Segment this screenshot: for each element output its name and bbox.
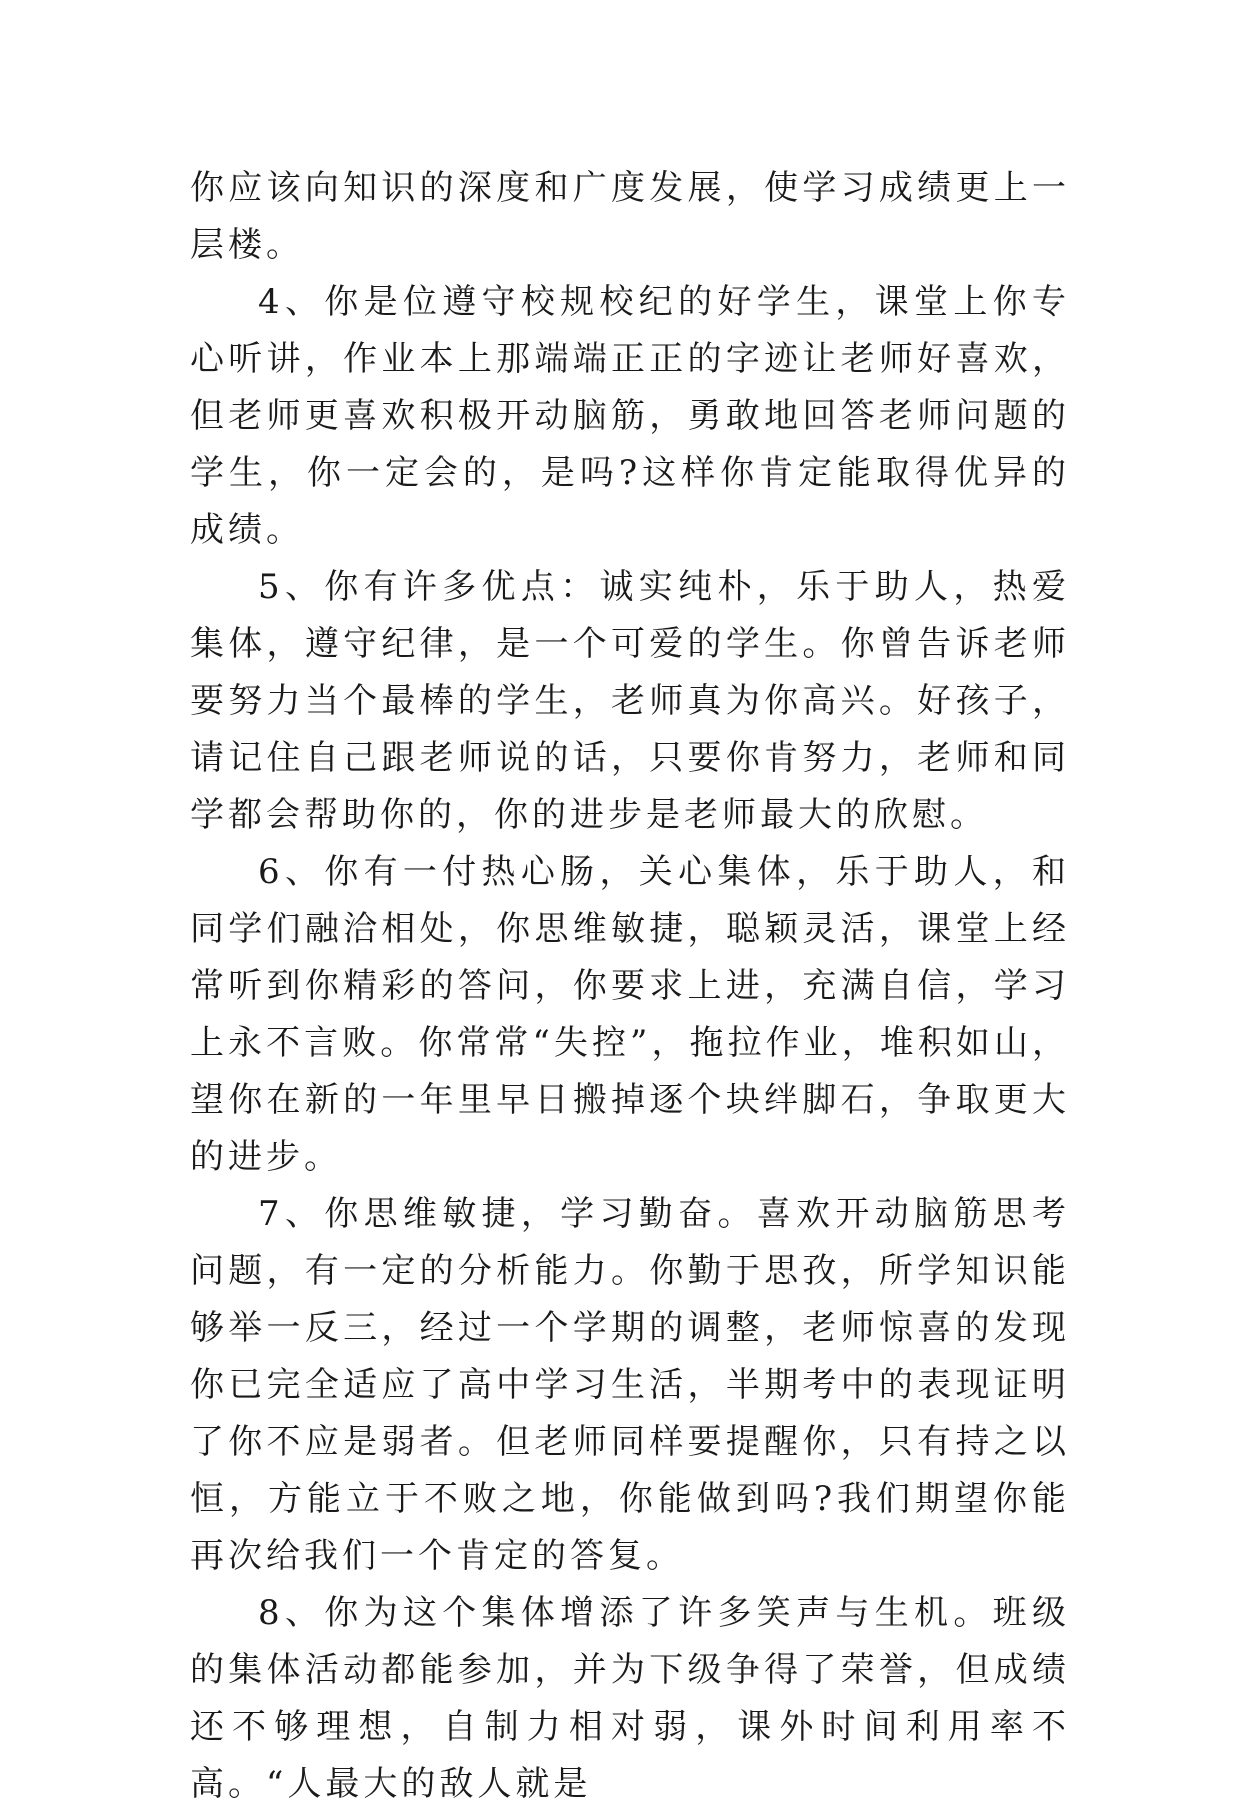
body-text xyxy=(190,160,1070,1813)
paragraph-5: 5、你有许多优点：诚实纯朴，乐于助人，热爱集体，遵守纪律，是一个可爱的学生。你曾告诉老师要努力当个最棒的学生，老师真为你高兴。好孩子，请记住自己跟老师说的话，只要你肯努力，老师和同学都会帮助你的，你的进步是老师最大的欣慰。 xyxy=(190,567,1070,835)
paragraph-7: 7、你思维敏捷，学习勤奋。喜欢开动脑筋思考问题，有一定的分析能力。你勤于思孜，所学知识能够举一反三，经过一个学期的调整，老师惊喜的发现你已完全适应了高中学习生活，半期考中的表现证明了你不应是弱者。但老师同样要提醒你，只有持之以恒，方能立于不败之地，你能做到吗?我们期望你能再次给我们一个肯定的答复。 xyxy=(190,1194,1070,1576)
paragraph-6: 6、你有一付热心肠，关心集体，乐于助人，和同学们融洽相处，你思维敏捷，聪颖灵活，课堂上经常听到你精彩的答问，你要求上进，充满自信，学习上永不言败。你常常“失控”，拖拉作业，堆积如山，望你在新的一年里早日搬掉逐个块绊脚石，争取更大的进步。 xyxy=(190,852,1070,1177)
paragraph-8: 8、你为这个集体增添了许多笑声与生机。班级的集体活动都能参加，并为下级争得了荣誉，但成绩还不够理想，自制力相对弱，课外时间利用率不高。“人最大的敌人就是 xyxy=(190,1593,1070,1804)
paragraph-continuation: 你应该向知识的深度和广度发展，使学习成绩更上一层楼。 xyxy=(190,168,1070,265)
paragraph-4: 4、你是位遵守校规校纪的好学生，课堂上你专心听讲，作业本上那端端正正的字迹让老师好喜欢，但老师更喜欢积极开动脑筋，勇敢地回答老师问题的学生，你一定会的，是吗?这样你肯定能取得优异的成绩。 xyxy=(190,282,1070,550)
